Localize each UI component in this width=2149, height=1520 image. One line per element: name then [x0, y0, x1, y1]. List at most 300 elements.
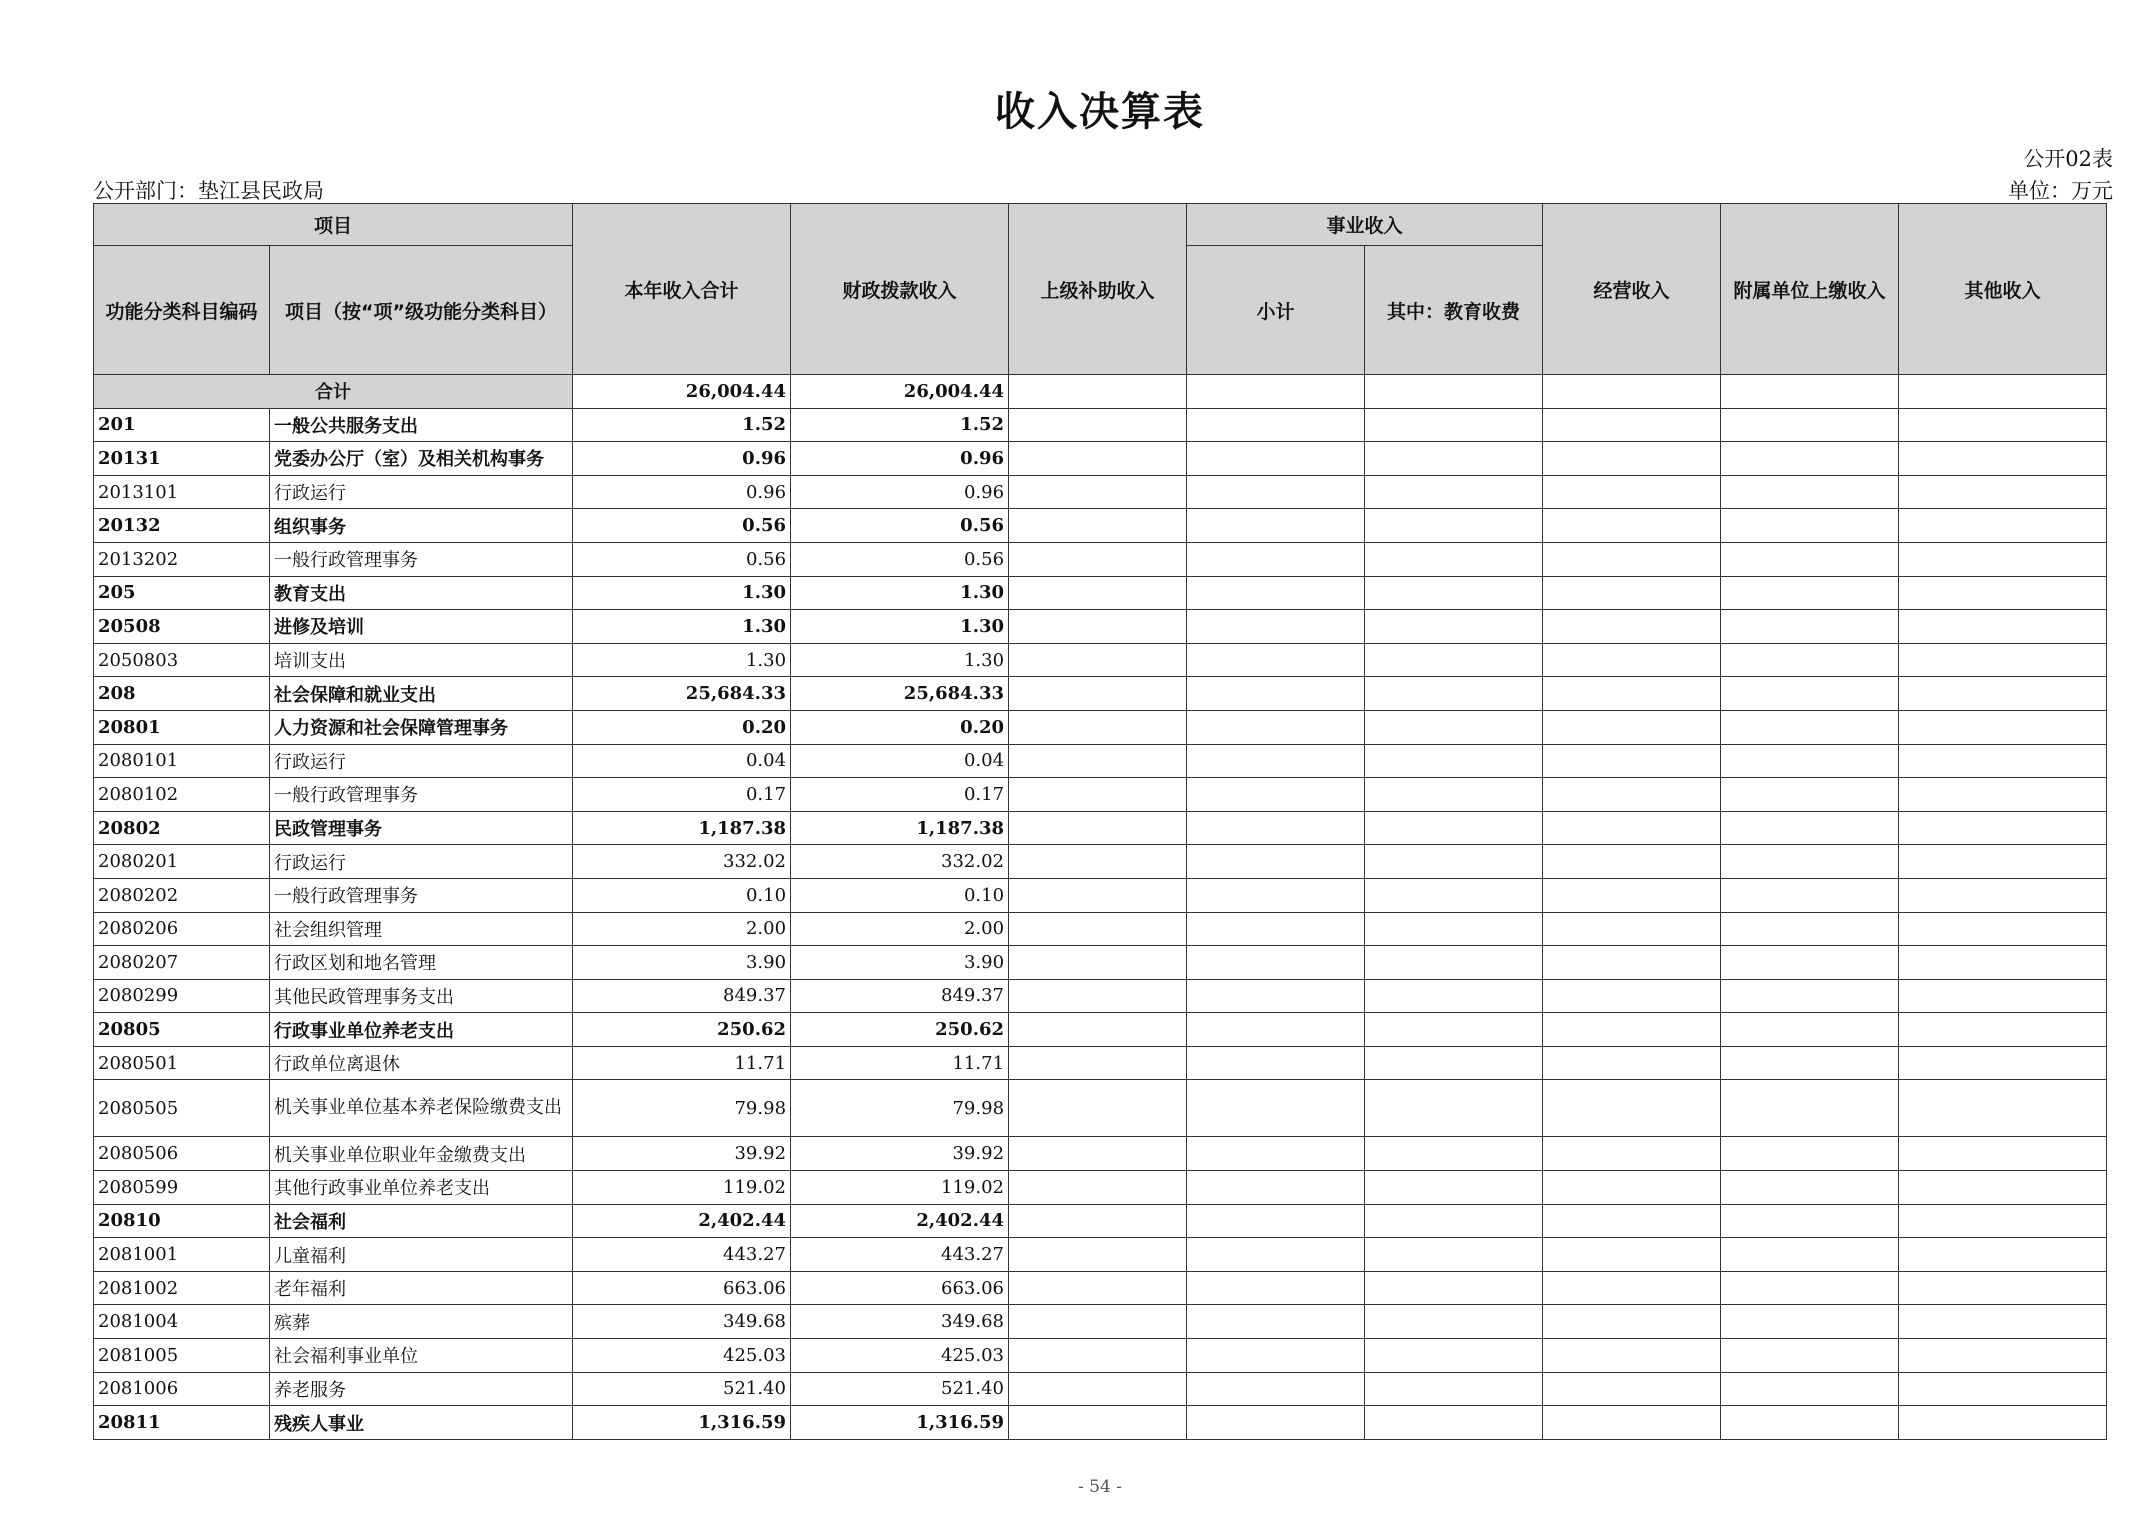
- table-row: [94, 845, 2107, 879]
- empty-cell: [1009, 811, 1187, 845]
- empty-cell: [1187, 408, 1365, 442]
- empty-cell: [1543, 1339, 1721, 1373]
- empty-cell: [1187, 979, 1365, 1013]
- empty-cell: [1009, 576, 1187, 610]
- empty-cell: [1721, 1238, 1899, 1272]
- empty-cell: [1543, 677, 1721, 711]
- empty-cell: [1009, 509, 1187, 543]
- fiscal-cell: 250.62: [791, 1013, 1009, 1047]
- fiscal-cell: 79.98: [791, 1080, 1009, 1137]
- empty-cell: [1365, 778, 1543, 812]
- empty-cell: [1899, 1271, 2107, 1305]
- total-income-cell: 0.10: [573, 878, 791, 912]
- empty-cell: [1009, 677, 1187, 711]
- empty-cell: [1187, 1171, 1365, 1205]
- empty-cell: [1899, 375, 2107, 409]
- empty-cell: [1543, 1406, 1721, 1440]
- income-table: [93, 203, 2107, 1440]
- fiscal-cell: 0.17: [791, 778, 1009, 812]
- empty-cell: [1365, 710, 1543, 744]
- empty-cell: [1543, 1238, 1721, 1272]
- empty-cell: [1899, 542, 2107, 576]
- empty-cell: [1721, 1013, 1899, 1047]
- code-cell: 205: [94, 576, 270, 610]
- table-row: [94, 744, 2107, 778]
- table-row: [94, 1238, 2107, 1272]
- empty-cell: [1543, 845, 1721, 879]
- empty-cell: [1009, 1080, 1187, 1137]
- total-row: [94, 375, 2107, 409]
- empty-cell: [1721, 442, 1899, 476]
- fiscal-cell: 849.37: [791, 979, 1009, 1013]
- total-income-cell: 663.06: [573, 1271, 791, 1305]
- table-row: [94, 1137, 2107, 1171]
- code-cell: 2080102: [94, 778, 270, 812]
- name-cell: 党委办公厅（室）及相关机构事务: [270, 442, 573, 476]
- fiscal-cell: 425.03: [791, 1339, 1009, 1373]
- table-row: [94, 946, 2107, 980]
- table-row: [94, 912, 2107, 946]
- empty-cell: [1899, 677, 2107, 711]
- total-income-cell: 26,004.44: [573, 375, 791, 409]
- empty-cell: [1721, 509, 1899, 543]
- empty-cell: [1721, 542, 1899, 576]
- empty-cell: [1543, 576, 1721, 610]
- table-row: [94, 979, 2107, 1013]
- table-row: [94, 1406, 2107, 1440]
- empty-cell: [1721, 576, 1899, 610]
- empty-cell: [1009, 946, 1187, 980]
- total-income-cell: 2.00: [573, 912, 791, 946]
- code-cell: 20811: [94, 1406, 270, 1440]
- header-education: 其中：教育收费: [1365, 246, 1543, 375]
- code-cell: 20805: [94, 1013, 270, 1047]
- empty-cell: [1365, 946, 1543, 980]
- table-row: [94, 1204, 2107, 1238]
- empty-cell: [1721, 1046, 1899, 1080]
- code-cell: 2013202: [94, 542, 270, 576]
- empty-cell: [1721, 1204, 1899, 1238]
- fiscal-cell: 1.30: [791, 610, 1009, 644]
- header-name: 项目（按“项”级功能分类科目）: [270, 246, 573, 375]
- empty-cell: [1543, 475, 1721, 509]
- empty-cell: [1721, 778, 1899, 812]
- empty-cell: [1187, 1238, 1365, 1272]
- empty-cell: [1009, 1372, 1187, 1406]
- empty-cell: [1543, 912, 1721, 946]
- code-cell: 2080505: [94, 1080, 270, 1137]
- empty-cell: [1721, 643, 1899, 677]
- header-affiliated: 附属单位上缴收入: [1721, 204, 1899, 375]
- total-income-cell: 11.71: [573, 1046, 791, 1080]
- empty-cell: [1187, 1080, 1365, 1137]
- table-row: [94, 1372, 2107, 1406]
- header-operating: 经营收入: [1543, 204, 1721, 375]
- fiscal-cell: 2,402.44: [791, 1204, 1009, 1238]
- code-cell: 2081006: [94, 1372, 270, 1406]
- empty-cell: [1899, 1137, 2107, 1171]
- name-cell: 一般行政管理事务: [270, 542, 573, 576]
- empty-cell: [1721, 1339, 1899, 1373]
- empty-cell: [1899, 1013, 2107, 1047]
- code-cell: 2080506: [94, 1137, 270, 1171]
- name-cell: 组织事务: [270, 509, 573, 543]
- code-cell: 2080206: [94, 912, 270, 946]
- empty-cell: [1187, 811, 1365, 845]
- table-row: [94, 1080, 2107, 1137]
- empty-cell: [1009, 375, 1187, 409]
- empty-cell: [1899, 1080, 2107, 1137]
- empty-cell: [1721, 1271, 1899, 1305]
- name-cell: 殡葬: [270, 1305, 573, 1339]
- empty-cell: [1899, 744, 2107, 778]
- empty-cell: [1187, 1339, 1365, 1373]
- empty-cell: [1187, 509, 1365, 543]
- empty-cell: [1187, 1372, 1365, 1406]
- empty-cell: [1365, 442, 1543, 476]
- name-cell: 其他行政事业单位养老支出: [270, 1171, 573, 1205]
- fiscal-cell: 443.27: [791, 1238, 1009, 1272]
- table-row: [94, 408, 2107, 442]
- header-fiscal: 财政拨款收入: [791, 204, 1009, 375]
- empty-cell: [1009, 1406, 1187, 1440]
- empty-cell: [1543, 1137, 1721, 1171]
- empty-cell: [1721, 878, 1899, 912]
- empty-cell: [1365, 1137, 1543, 1171]
- total-income-cell: 250.62: [573, 1013, 791, 1047]
- table-row: [94, 878, 2107, 912]
- code-cell: 2080207: [94, 946, 270, 980]
- empty-cell: [1899, 408, 2107, 442]
- table-row: [94, 1305, 2107, 1339]
- code-cell: 2013101: [94, 475, 270, 509]
- empty-cell: [1365, 744, 1543, 778]
- empty-cell: [1543, 408, 1721, 442]
- fiscal-cell: 0.10: [791, 878, 1009, 912]
- empty-cell: [1899, 946, 2107, 980]
- table-row: [94, 475, 2107, 509]
- empty-cell: [1899, 1372, 2107, 1406]
- table-row: [94, 710, 2107, 744]
- name-cell: 机关事业单位基本养老保险缴费支出: [270, 1080, 573, 1137]
- empty-cell: [1187, 878, 1365, 912]
- code-cell: 2081005: [94, 1339, 270, 1373]
- empty-cell: [1187, 475, 1365, 509]
- empty-cell: [1009, 979, 1187, 1013]
- name-cell: 进修及培训: [270, 610, 573, 644]
- empty-cell: [1899, 979, 2107, 1013]
- total-income-cell: 3.90: [573, 946, 791, 980]
- empty-cell: [1899, 610, 2107, 644]
- code-cell: 2080501: [94, 1046, 270, 1080]
- empty-cell: [1365, 1372, 1543, 1406]
- empty-cell: [1543, 542, 1721, 576]
- total-income-cell: 25,684.33: [573, 677, 791, 711]
- empty-cell: [1365, 1046, 1543, 1080]
- code-cell: 208: [94, 677, 270, 711]
- empty-cell: [1009, 475, 1187, 509]
- empty-cell: [1365, 912, 1543, 946]
- empty-cell: [1721, 375, 1899, 409]
- fiscal-cell: 1,187.38: [791, 811, 1009, 845]
- empty-cell: [1187, 1046, 1365, 1080]
- empty-cell: [1365, 1406, 1543, 1440]
- empty-cell: [1009, 1238, 1187, 1272]
- total-income-cell: 39.92: [573, 1137, 791, 1171]
- total-income-cell: 0.56: [573, 509, 791, 543]
- empty-cell: [1187, 912, 1365, 946]
- empty-cell: [1365, 1271, 1543, 1305]
- fiscal-cell: 119.02: [791, 1171, 1009, 1205]
- table-row: [94, 1013, 2107, 1047]
- name-cell: 培训支出: [270, 643, 573, 677]
- empty-cell: [1721, 677, 1899, 711]
- total-income-cell: 443.27: [573, 1238, 791, 1272]
- fiscal-cell: 521.40: [791, 1372, 1009, 1406]
- name-cell: 行政运行: [270, 845, 573, 879]
- empty-cell: [1543, 1046, 1721, 1080]
- code-cell: 2081004: [94, 1305, 270, 1339]
- empty-cell: [1187, 576, 1365, 610]
- table-row: [94, 811, 2107, 845]
- name-cell: 人力资源和社会保障管理事务: [270, 710, 573, 744]
- code-cell: 2080101: [94, 744, 270, 778]
- name-cell: 社会保障和就业支出: [270, 677, 573, 711]
- table-row: [94, 643, 2107, 677]
- table-row: [94, 576, 2107, 610]
- header-other: 其他收入: [1899, 204, 2107, 375]
- empty-cell: [1009, 1339, 1187, 1373]
- empty-cell: [1365, 475, 1543, 509]
- empty-cell: [1009, 778, 1187, 812]
- empty-cell: [1009, 744, 1187, 778]
- fiscal-cell: 39.92: [791, 1137, 1009, 1171]
- fiscal-cell: 0.96: [791, 475, 1009, 509]
- empty-cell: [1009, 1171, 1187, 1205]
- empty-cell: [1721, 979, 1899, 1013]
- empty-cell: [1187, 643, 1365, 677]
- fiscal-cell: 11.71: [791, 1046, 1009, 1080]
- empty-cell: [1899, 1238, 2107, 1272]
- empty-cell: [1543, 643, 1721, 677]
- empty-cell: [1543, 710, 1721, 744]
- empty-cell: [1721, 475, 1899, 509]
- empty-cell: [1899, 442, 2107, 476]
- empty-cell: [1187, 845, 1365, 879]
- total-income-cell: 0.20: [573, 710, 791, 744]
- empty-cell: [1365, 677, 1543, 711]
- table-row: [94, 1339, 2107, 1373]
- table-row: [94, 542, 2107, 576]
- fiscal-cell: 349.68: [791, 1305, 1009, 1339]
- code-cell: 20508: [94, 610, 270, 644]
- total-income-cell: 849.37: [573, 979, 791, 1013]
- code-cell: 2080599: [94, 1171, 270, 1205]
- empty-cell: [1009, 610, 1187, 644]
- empty-cell: [1721, 1171, 1899, 1205]
- empty-cell: [1009, 1204, 1187, 1238]
- empty-cell: [1365, 408, 1543, 442]
- empty-cell: [1543, 610, 1721, 644]
- empty-cell: [1365, 979, 1543, 1013]
- code-cell: 2081001: [94, 1238, 270, 1272]
- fiscal-cell: 0.04: [791, 744, 1009, 778]
- empty-cell: [1009, 643, 1187, 677]
- total-income-cell: 0.04: [573, 744, 791, 778]
- empty-cell: [1187, 610, 1365, 644]
- code-cell: 2080299: [94, 979, 270, 1013]
- name-cell: 行政运行: [270, 744, 573, 778]
- empty-cell: [1187, 1406, 1365, 1440]
- empty-cell: [1543, 979, 1721, 1013]
- empty-cell: [1543, 1372, 1721, 1406]
- code-cell: 201: [94, 408, 270, 442]
- header-total: 本年收入合计: [573, 204, 791, 375]
- empty-cell: [1009, 878, 1187, 912]
- empty-cell: [1365, 1080, 1543, 1137]
- empty-cell: [1721, 1406, 1899, 1440]
- fiscal-cell: 663.06: [791, 1271, 1009, 1305]
- name-cell: 一般行政管理事务: [270, 878, 573, 912]
- empty-cell: [1009, 442, 1187, 476]
- total-income-cell: 1,316.59: [573, 1406, 791, 1440]
- name-cell: 一般公共服务支出: [270, 408, 573, 442]
- empty-cell: [1365, 1204, 1543, 1238]
- empty-cell: [1721, 1080, 1899, 1137]
- empty-cell: [1187, 542, 1365, 576]
- empty-cell: [1899, 845, 2107, 879]
- fiscal-cell: 0.96: [791, 442, 1009, 476]
- total-income-cell: 1.52: [573, 408, 791, 442]
- name-cell: 社会组织管理: [270, 912, 573, 946]
- empty-cell: [1009, 1271, 1187, 1305]
- empty-cell: [1365, 845, 1543, 879]
- empty-cell: [1543, 1080, 1721, 1137]
- empty-cell: [1365, 375, 1543, 409]
- empty-cell: [1187, 710, 1365, 744]
- empty-cell: [1721, 1137, 1899, 1171]
- fiscal-cell: 1.30: [791, 576, 1009, 610]
- code-cell: 20801: [94, 710, 270, 744]
- empty-cell: [1543, 375, 1721, 409]
- empty-cell: [1543, 744, 1721, 778]
- empty-cell: [1899, 576, 2107, 610]
- total-income-cell: 425.03: [573, 1339, 791, 1373]
- total-income-cell: 521.40: [573, 1372, 791, 1406]
- table-row: [94, 509, 2107, 543]
- fiscal-cell: 3.90: [791, 946, 1009, 980]
- fiscal-cell: 2.00: [791, 912, 1009, 946]
- empty-cell: [1899, 643, 2107, 677]
- empty-cell: [1365, 1013, 1543, 1047]
- empty-cell: [1899, 1339, 2107, 1373]
- table-row: [94, 778, 2107, 812]
- empty-cell: [1187, 1137, 1365, 1171]
- total-income-cell: 0.17: [573, 778, 791, 812]
- empty-cell: [1009, 912, 1187, 946]
- empty-cell: [1365, 643, 1543, 677]
- empty-cell: [1721, 845, 1899, 879]
- empty-cell: [1009, 710, 1187, 744]
- total-income-cell: 0.96: [573, 442, 791, 476]
- header-superior: 上级补助收入: [1009, 204, 1187, 375]
- table-row: [94, 1271, 2107, 1305]
- department-label: 公开部门：垫江县民政局: [93, 179, 324, 203]
- empty-cell: [1721, 710, 1899, 744]
- fiscal-cell: 25,684.33: [791, 677, 1009, 711]
- empty-cell: [1365, 576, 1543, 610]
- name-cell: 老年福利: [270, 1271, 573, 1305]
- header-code: 功能分类科目编码: [94, 246, 270, 375]
- empty-cell: [1899, 509, 2107, 543]
- empty-cell: [1721, 1372, 1899, 1406]
- page-number: - 54 -: [1078, 1477, 1122, 1497]
- fiscal-cell: 0.20: [791, 710, 1009, 744]
- name-cell: 教育支出: [270, 576, 573, 610]
- empty-cell: [1899, 1046, 2107, 1080]
- empty-cell: [1009, 1013, 1187, 1047]
- empty-cell: [1543, 1204, 1721, 1238]
- table-row: [94, 1171, 2107, 1205]
- name-cell: 一般行政管理事务: [270, 778, 573, 812]
- empty-cell: [1543, 778, 1721, 812]
- empty-cell: [1365, 878, 1543, 912]
- empty-cell: [1009, 542, 1187, 576]
- empty-cell: [1899, 811, 2107, 845]
- empty-cell: [1899, 778, 2107, 812]
- empty-cell: [1899, 878, 2107, 912]
- empty-cell: [1009, 1305, 1187, 1339]
- form-number: 公开02表: [2023, 147, 2113, 171]
- empty-cell: [1187, 442, 1365, 476]
- empty-cell: [1543, 1305, 1721, 1339]
- empty-cell: [1721, 1305, 1899, 1339]
- empty-cell: [1365, 1171, 1543, 1205]
- empty-cell: [1899, 475, 2107, 509]
- name-cell: 行政区划和地名管理: [270, 946, 573, 980]
- empty-cell: [1009, 1137, 1187, 1171]
- header-business: 事业收入: [1187, 204, 1543, 246]
- table-row: [94, 1046, 2107, 1080]
- name-cell: 行政运行: [270, 475, 573, 509]
- empty-cell: [1365, 1339, 1543, 1373]
- name-cell: 行政事业单位养老支出: [270, 1013, 573, 1047]
- header-project: 项目: [94, 204, 573, 246]
- empty-cell: [1721, 811, 1899, 845]
- total-income-cell: 1.30: [573, 610, 791, 644]
- empty-cell: [1365, 542, 1543, 576]
- empty-cell: [1365, 811, 1543, 845]
- name-cell: 残疾人事业: [270, 1406, 573, 1440]
- total-label: 合计: [94, 375, 573, 409]
- total-income-cell: 1.30: [573, 643, 791, 677]
- empty-cell: [1543, 509, 1721, 543]
- total-income-cell: 2,402.44: [573, 1204, 791, 1238]
- empty-cell: [1543, 811, 1721, 845]
- fiscal-cell: 1.30: [791, 643, 1009, 677]
- empty-cell: [1187, 1013, 1365, 1047]
- code-cell: 2081002: [94, 1271, 270, 1305]
- empty-cell: [1899, 1305, 2107, 1339]
- empty-cell: [1543, 1171, 1721, 1205]
- code-cell: 20802: [94, 811, 270, 845]
- name-cell: 社会福利: [270, 1204, 573, 1238]
- empty-cell: [1187, 1271, 1365, 1305]
- empty-cell: [1365, 1238, 1543, 1272]
- name-cell: 儿童福利: [270, 1238, 573, 1272]
- empty-cell: [1365, 509, 1543, 543]
- empty-cell: [1543, 946, 1721, 980]
